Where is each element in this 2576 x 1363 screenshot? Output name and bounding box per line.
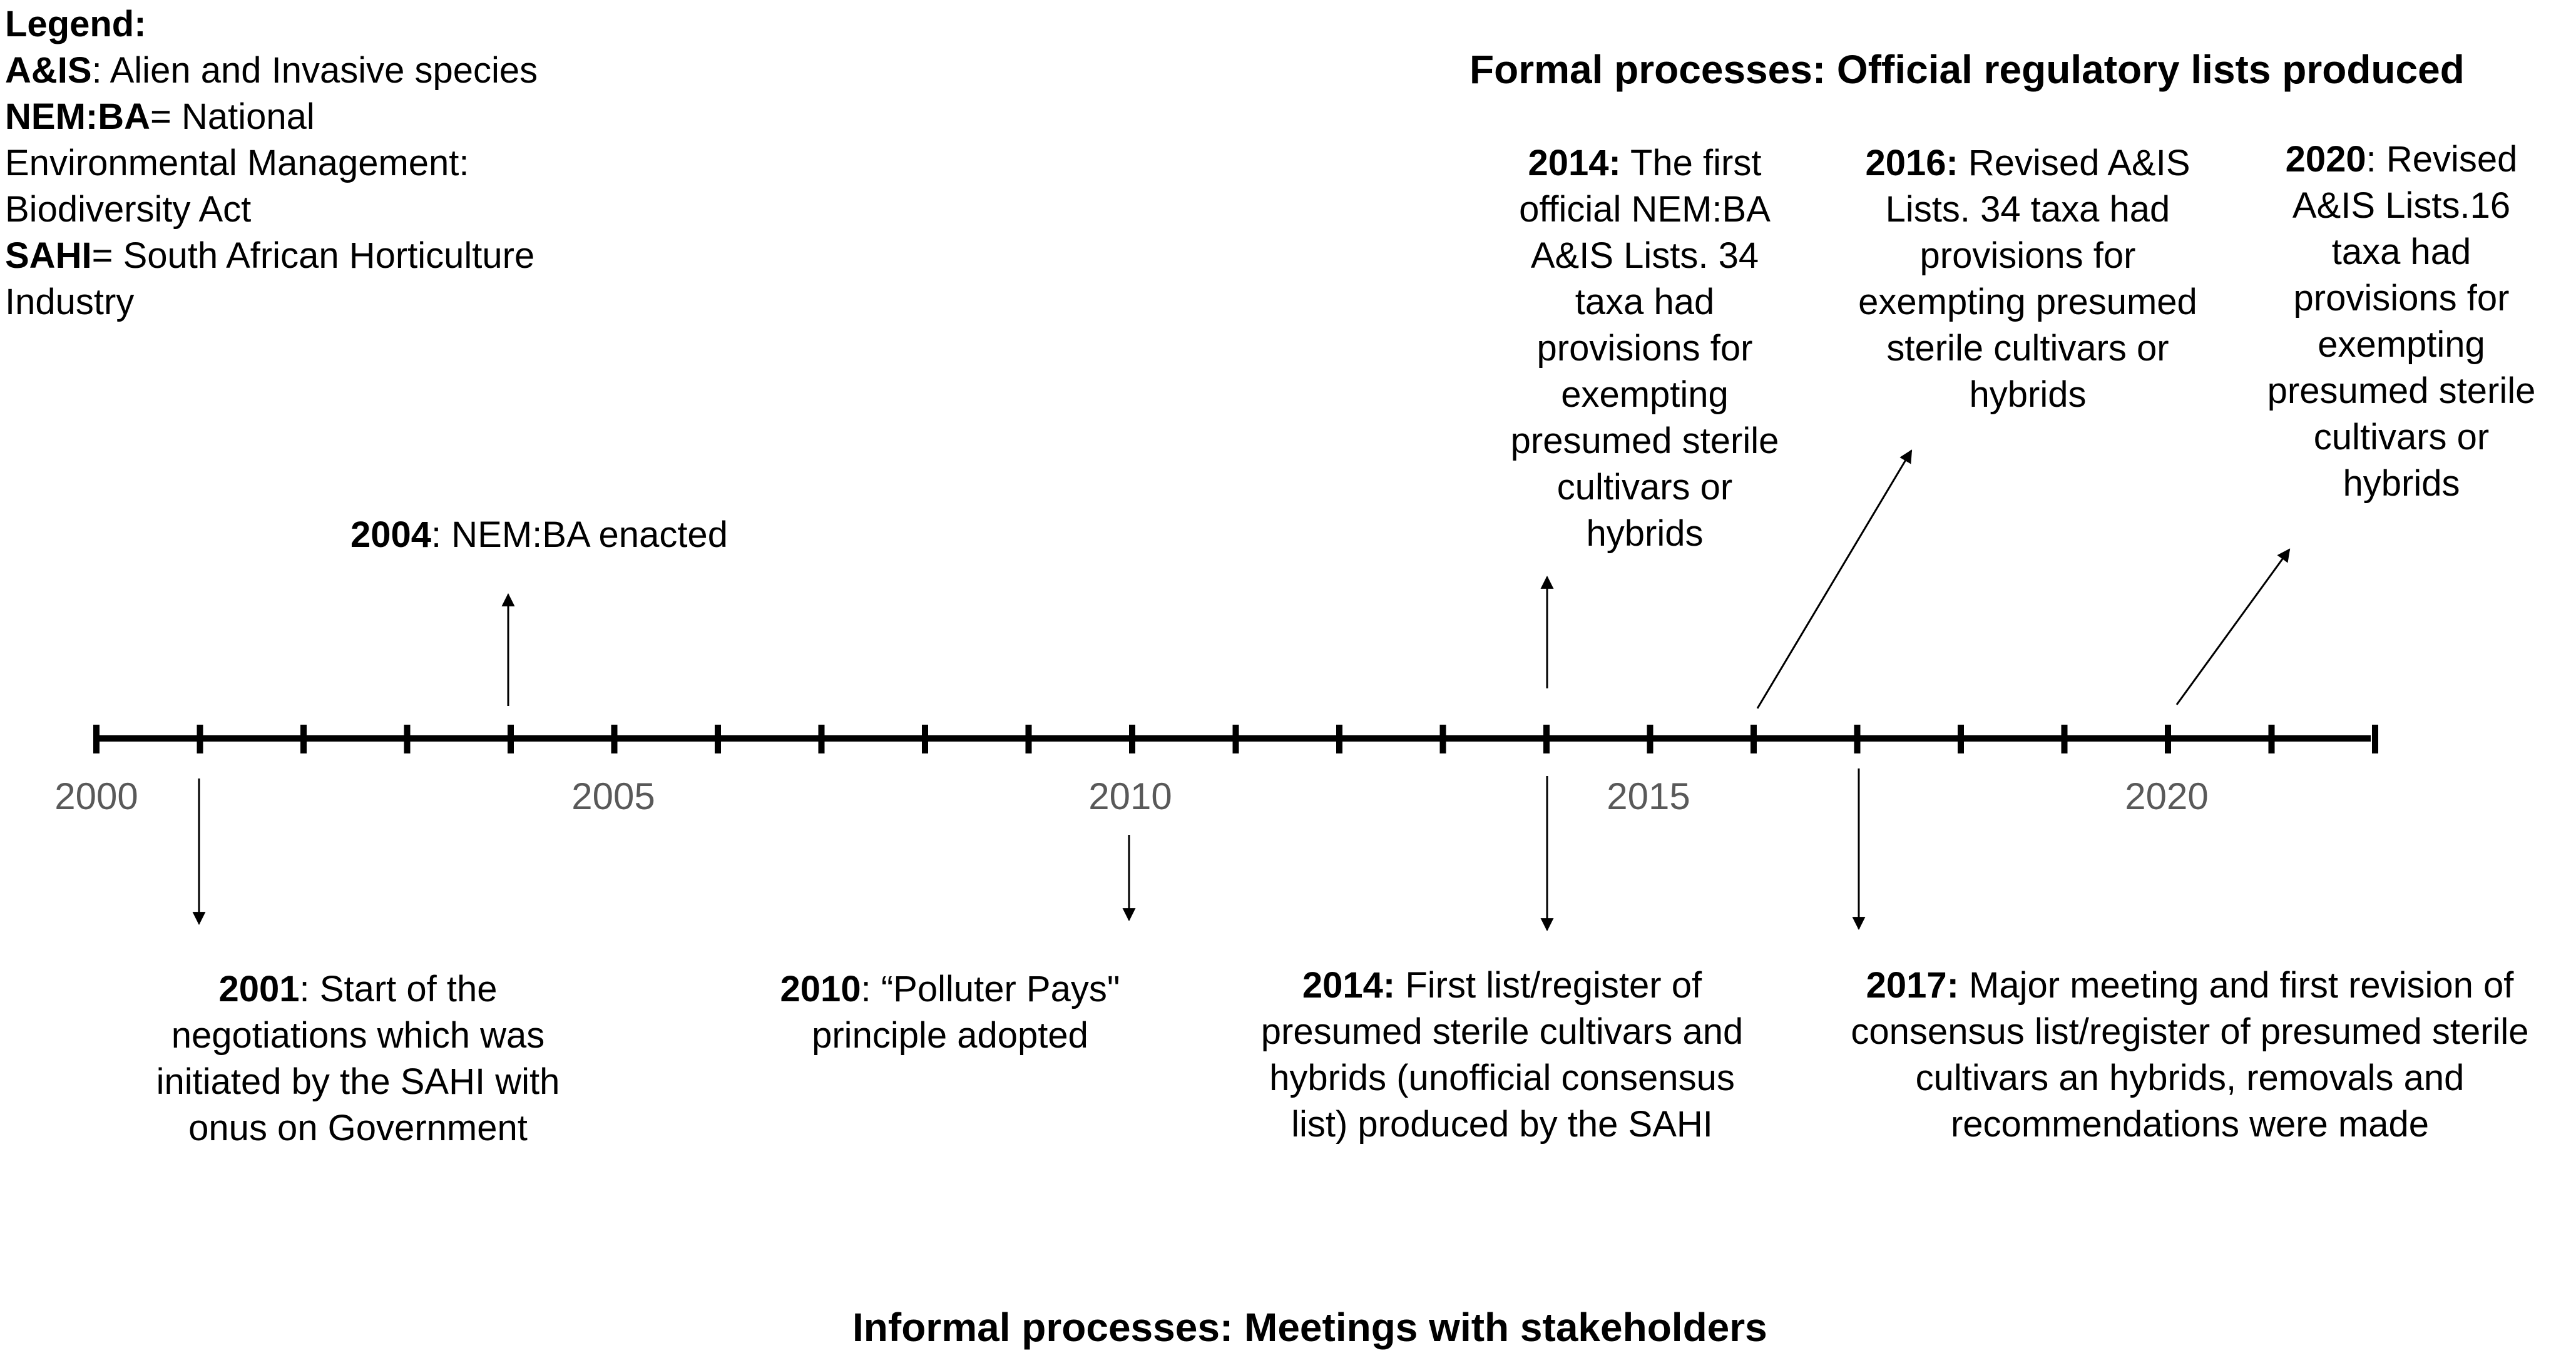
- event-2001: [145, 966, 571, 1151]
- event-year: 2010: [780, 969, 861, 1009]
- event-text: Major meeting and first revision of consensus list/register of presumed sterile cultivars an hybrids, removals and recommendations were made: [1851, 965, 2529, 1145]
- legend-abbr: NEM:BA: [5, 96, 150, 137]
- event-sep: [1959, 965, 1969, 1006]
- year-label-2000: 2000: [54, 775, 138, 817]
- event-sep: :: [431, 514, 452, 555]
- event-year: 2004: [350, 514, 432, 555]
- event-sep: [1395, 965, 1405, 1006]
- event-text: NEM:BA enacted: [451, 514, 728, 555]
- legend-sep: :: [91, 50, 110, 91]
- event-sep: :: [299, 969, 320, 1009]
- event-2004: [350, 512, 826, 558]
- event-sep: :: [2366, 139, 2386, 180]
- event-text: Start of the negotiations which was initiated by the SAHI with onus on Government: [156, 969, 560, 1148]
- legend-abbr: A&IS: [5, 50, 92, 91]
- event-year: 2016:: [1865, 143, 1958, 183]
- legend-sep: =: [91, 235, 123, 276]
- year-label-2005: 2005: [571, 775, 655, 817]
- event-2017: [1843, 962, 2537, 1148]
- formal-processes-title: Formal processes: Official regulatory lists produced: [1469, 47, 2465, 92]
- event-year: 2001: [218, 969, 300, 1009]
- event-sep: [1621, 143, 1630, 183]
- event-sep: [1958, 143, 1968, 183]
- legend-text: South African Horticulture Industry: [5, 235, 535, 322]
- legend-text: National Environmental Management: Biodiversity Act: [5, 96, 469, 230]
- event-text: First list/register of presumed sterile cultivars and hybrids (unofficial consensus list) produced by the SAHI: [1260, 965, 1744, 1145]
- legend-sep: =: [150, 96, 181, 137]
- year-label-2010: 2010: [1088, 775, 1172, 817]
- event-text: Revised A&IS Lists. 34 taxa had provisions for exempting presumed sterile cultivars or hybrids: [1858, 143, 2197, 415]
- event-2020: [2261, 136, 2542, 507]
- legend-abbr: SAHI: [5, 235, 92, 276]
- year-label-2020: 2020: [2125, 775, 2209, 817]
- event-year: 2014:: [1302, 965, 1396, 1006]
- event-year: 2014:: [1528, 143, 1621, 183]
- informal-processes-title: Informal processes: Meetings with stakeholders: [852, 1305, 1767, 1350]
- legend-text: Alien and Invasive species: [110, 50, 538, 91]
- event-year: 2020: [2285, 139, 2366, 180]
- event-text: The first official NEM:BA A&IS Lists. 34 taxa had provisions for exempting presumed sterile cultivars or hybrids: [1510, 143, 1779, 554]
- event-2014-formal: [1495, 140, 1795, 557]
- arrow-2020: [2177, 549, 2289, 705]
- legend-heading: Legend:: [5, 4, 146, 44]
- event-2010: [762, 966, 1138, 1059]
- event-text: Revised A&IS Lists.16 taxa had provisions for exempting presumed sterile cultivars or hybrids: [2267, 139, 2536, 504]
- event-sep: :: [861, 969, 881, 1009]
- event-2016: [1840, 140, 2216, 418]
- year-label-2015: 2015: [1607, 775, 1690, 817]
- event-text: “Polluter Pays" principle adopted: [812, 969, 1120, 1056]
- event-year: 2017:: [1866, 965, 1959, 1006]
- event-2014-informal: [1239, 962, 1765, 1148]
